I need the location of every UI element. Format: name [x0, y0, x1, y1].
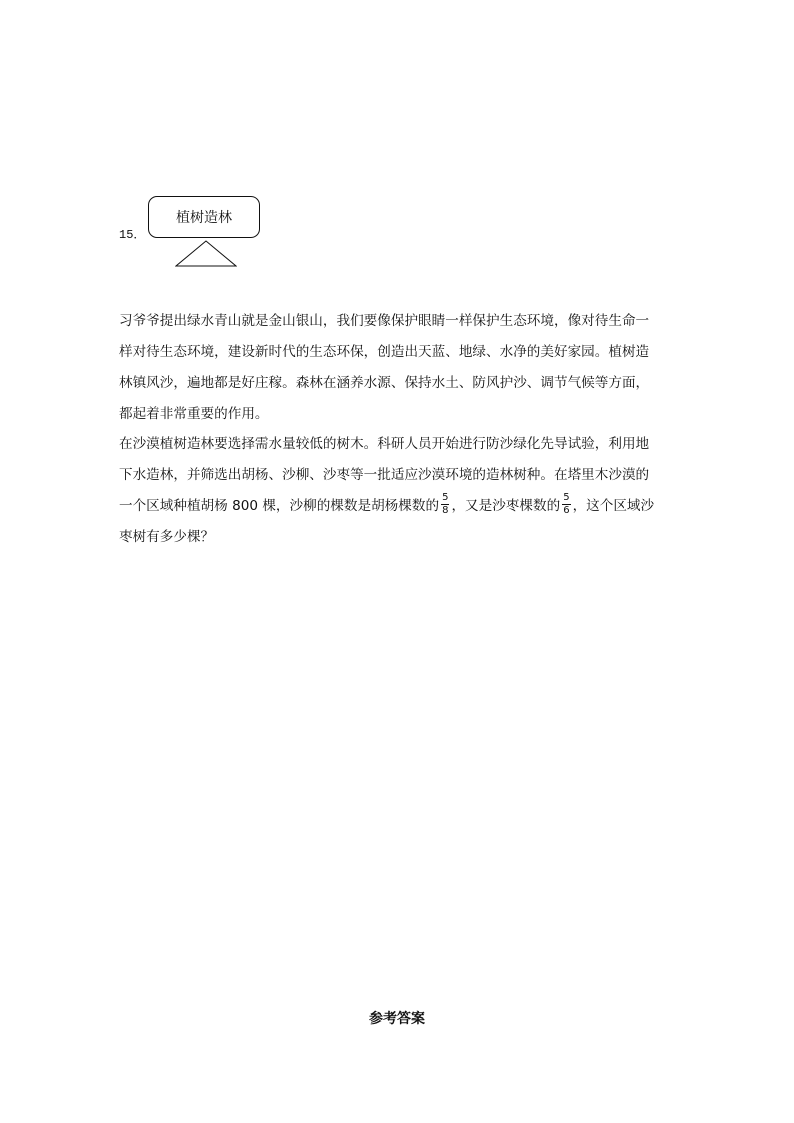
intro-line: 习爷爷提出绿水青山就是金山银山，我们要像保护眼睛一样保护生态环境，像对待生命一: [119, 313, 650, 329]
fraction-denominator: 6: [563, 504, 570, 516]
answer-section-title: 参考答案: [369, 1011, 425, 1027]
fraction-five-sixths: [562, 492, 570, 517]
fraction-numerator: 5: [442, 491, 449, 503]
problem-line: 在沙漠植树造林要选择需水量较低的树木。科研人员开始进行防沙绿化先导试验，利用地: [119, 436, 650, 452]
problem-line: 下水造林，并筛选出胡杨、沙柳、沙枣等一批适应沙漠环境的造林树种。在塔里木沙漠的: [119, 467, 650, 483]
intro-line: 样对待生态环境，建设新时代的生态环保，创造出天蓝、地绿、水净的美好家园。植树造: [119, 344, 650, 360]
fraction-denominator: 8: [442, 504, 449, 516]
problem-line-with-fractions: [119, 491, 679, 522]
intro-line: 林镇风沙，遍地都是好庄稼。森林在涵养水源、保持水土、防风护沙、调节气候等方面，: [119, 375, 650, 391]
topic-title-box: [148, 196, 260, 238]
fraction-five-eighths: [441, 492, 449, 517]
intro-paragraph: [119, 306, 679, 430]
problem-text: ，又是沙枣棵数的: [451, 498, 561, 514]
topic-title: 植树造林: [176, 210, 232, 226]
question-number: 15．: [119, 228, 146, 242]
problem-text: 一个区域种植胡杨 800 棵，沙柳的棵数是胡杨棵数的: [119, 498, 440, 514]
problem-line: 枣树有多少棵？: [119, 529, 215, 545]
problem-text: ，这个区域沙: [572, 498, 655, 514]
balance-triangle-icon: [175, 240, 237, 267]
fraction-numerator: 5: [563, 491, 570, 503]
intro-line: 都起着非常重要的作用。: [119, 406, 269, 422]
problem-paragraph: [119, 429, 679, 553]
